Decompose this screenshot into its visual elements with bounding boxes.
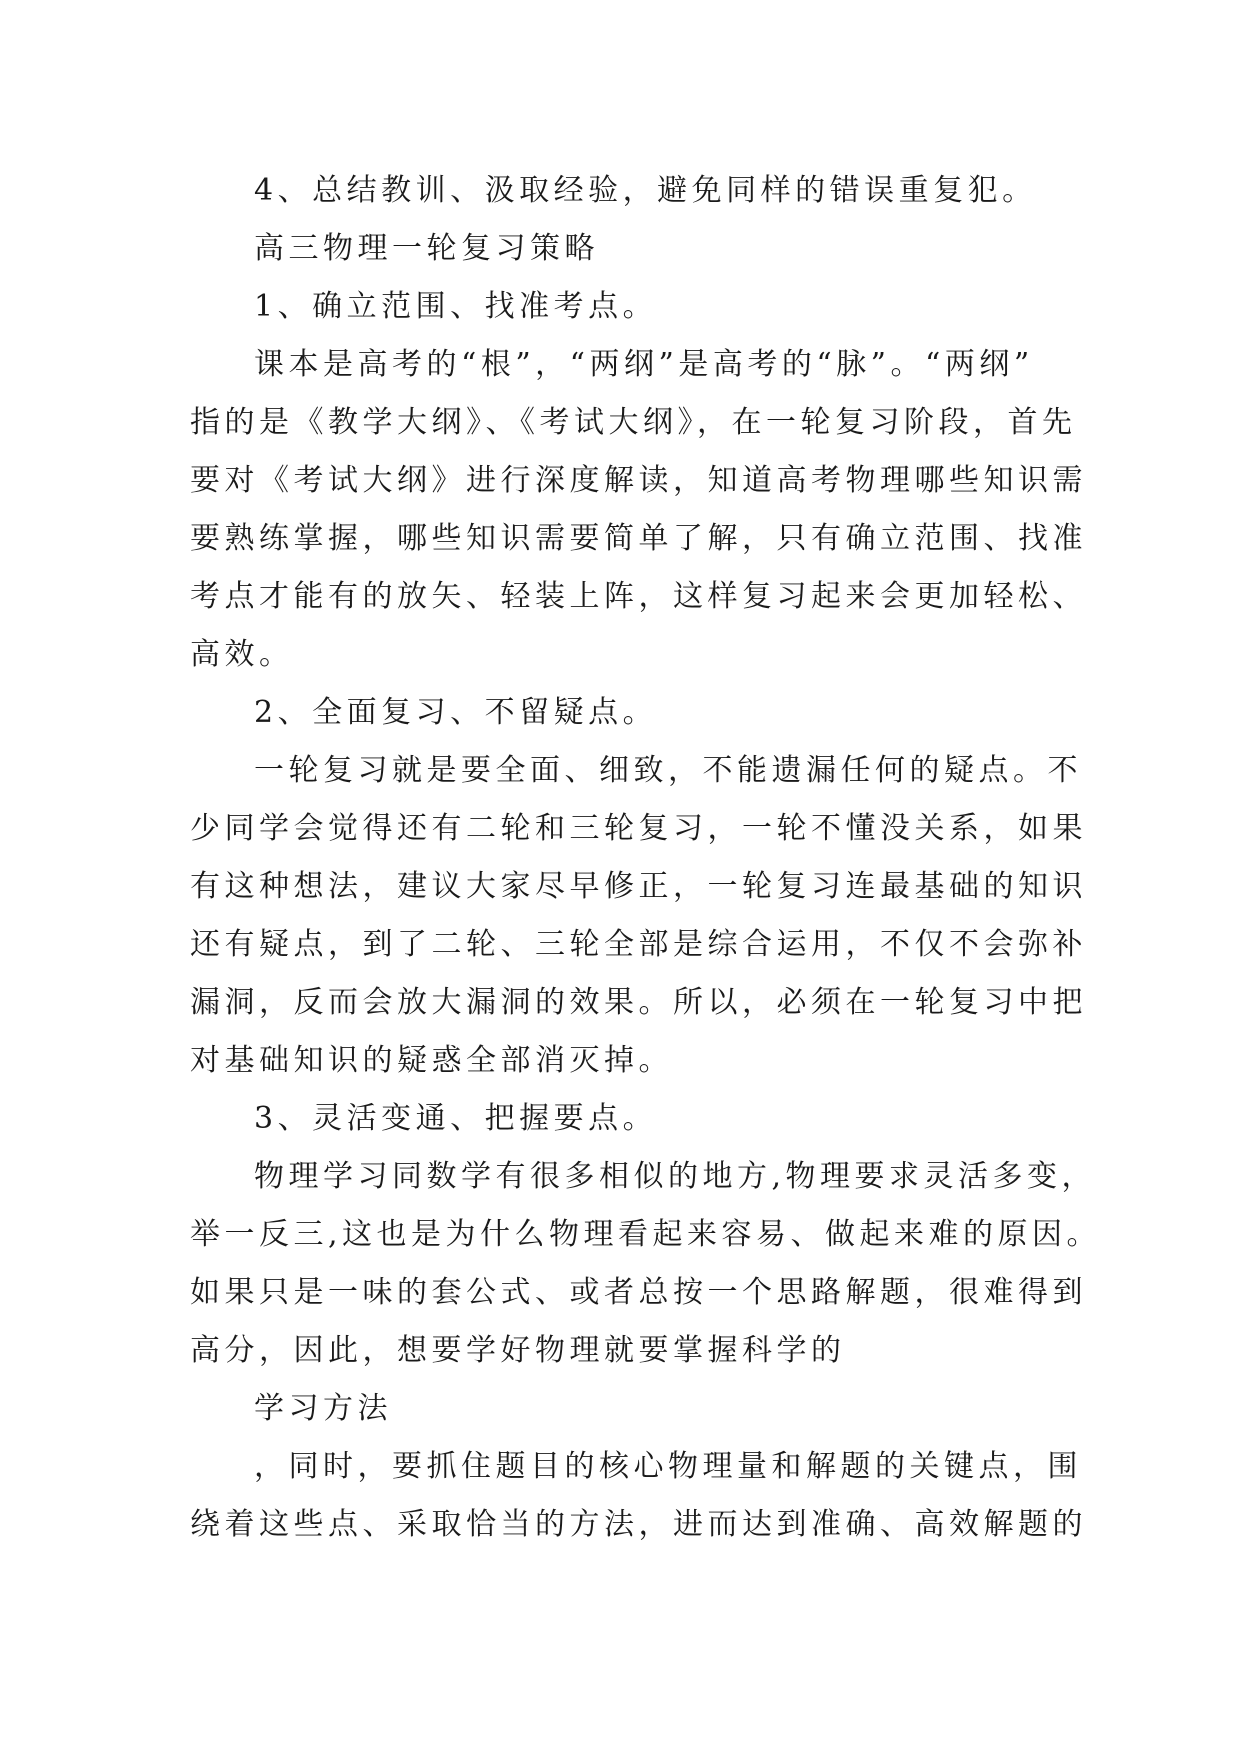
text-line: 举一反三,这也是为什么物理看起来容易、做起来难的原因。 (190, 1217, 1102, 1252)
text-line: 考点才能有的放矢、轻装上阵，这样复习起来会更加轻松、 (190, 579, 1087, 614)
text-line: 物理学习同数学有很多相似的地方,物理要求灵活多变， (254, 1159, 1097, 1194)
text-line: 指的是《教学大纲》、《考试大纲》，在一轮复习阶段，首先 (190, 405, 1077, 440)
text-line: 对基础知识的疑惑全部消灭掉。 (190, 1043, 673, 1078)
text-line: 课本是高考的“根”，“两纲”是高考的“脉”。“两纲” (254, 347, 1034, 382)
text-line: 漏洞，反而会放大漏洞的效果。所以，必须在一轮复习中把 (190, 985, 1087, 1020)
text-line: 绕着这些点、采取恰当的方法，进而达到准确、高效解题的 (190, 1507, 1087, 1542)
text-line: 4、总结教训、汲取经验，避免同样的错误重复犯。 (254, 173, 1037, 208)
text-line: 少同学会觉得还有二轮和三轮复习，一轮不懂没关系，如果 (190, 811, 1087, 846)
text-line: 有这种想法，建议大家尽早修正，一轮复习连最基础的知识 (190, 869, 1087, 904)
numbered-heading: 2、全面复习、不留疑点。 (254, 695, 658, 730)
numbered-heading: 3、灵活变通、把握要点。 (254, 1101, 658, 1136)
text-line: 要熟练掌握，哪些知识需要简单了解，只有确立范围、找准 (190, 521, 1087, 556)
text-line: 学习方法 (254, 1391, 392, 1426)
section-title: 高三物理一轮复习策略 (254, 231, 599, 266)
text-line: 要对《考试大纲》进行深度解读，知道高考物理哪些知识需 (190, 463, 1087, 498)
text-line: 一轮复习就是要全面、细致，不能遗漏任何的疑点。不 (254, 753, 1082, 788)
document-body (190, 162, 1102, 1554)
text-line: ，同时，要抓住题目的核心物理量和解题的关键点，围 (254, 1449, 1082, 1484)
numbered-heading: 1、确立范围、找准考点。 (254, 289, 658, 324)
text-line: 高效。 (190, 637, 294, 672)
text-line: 还有疑点，到了二轮、三轮全部是综合运用，不仅不会弥补 (190, 927, 1087, 962)
text-line: 高分，因此，想要学好物理就要掌握科学的 (190, 1333, 846, 1368)
text-line: 如果只是一味的套公式、或者总按一个思路解题，很难得到 (190, 1275, 1087, 1310)
